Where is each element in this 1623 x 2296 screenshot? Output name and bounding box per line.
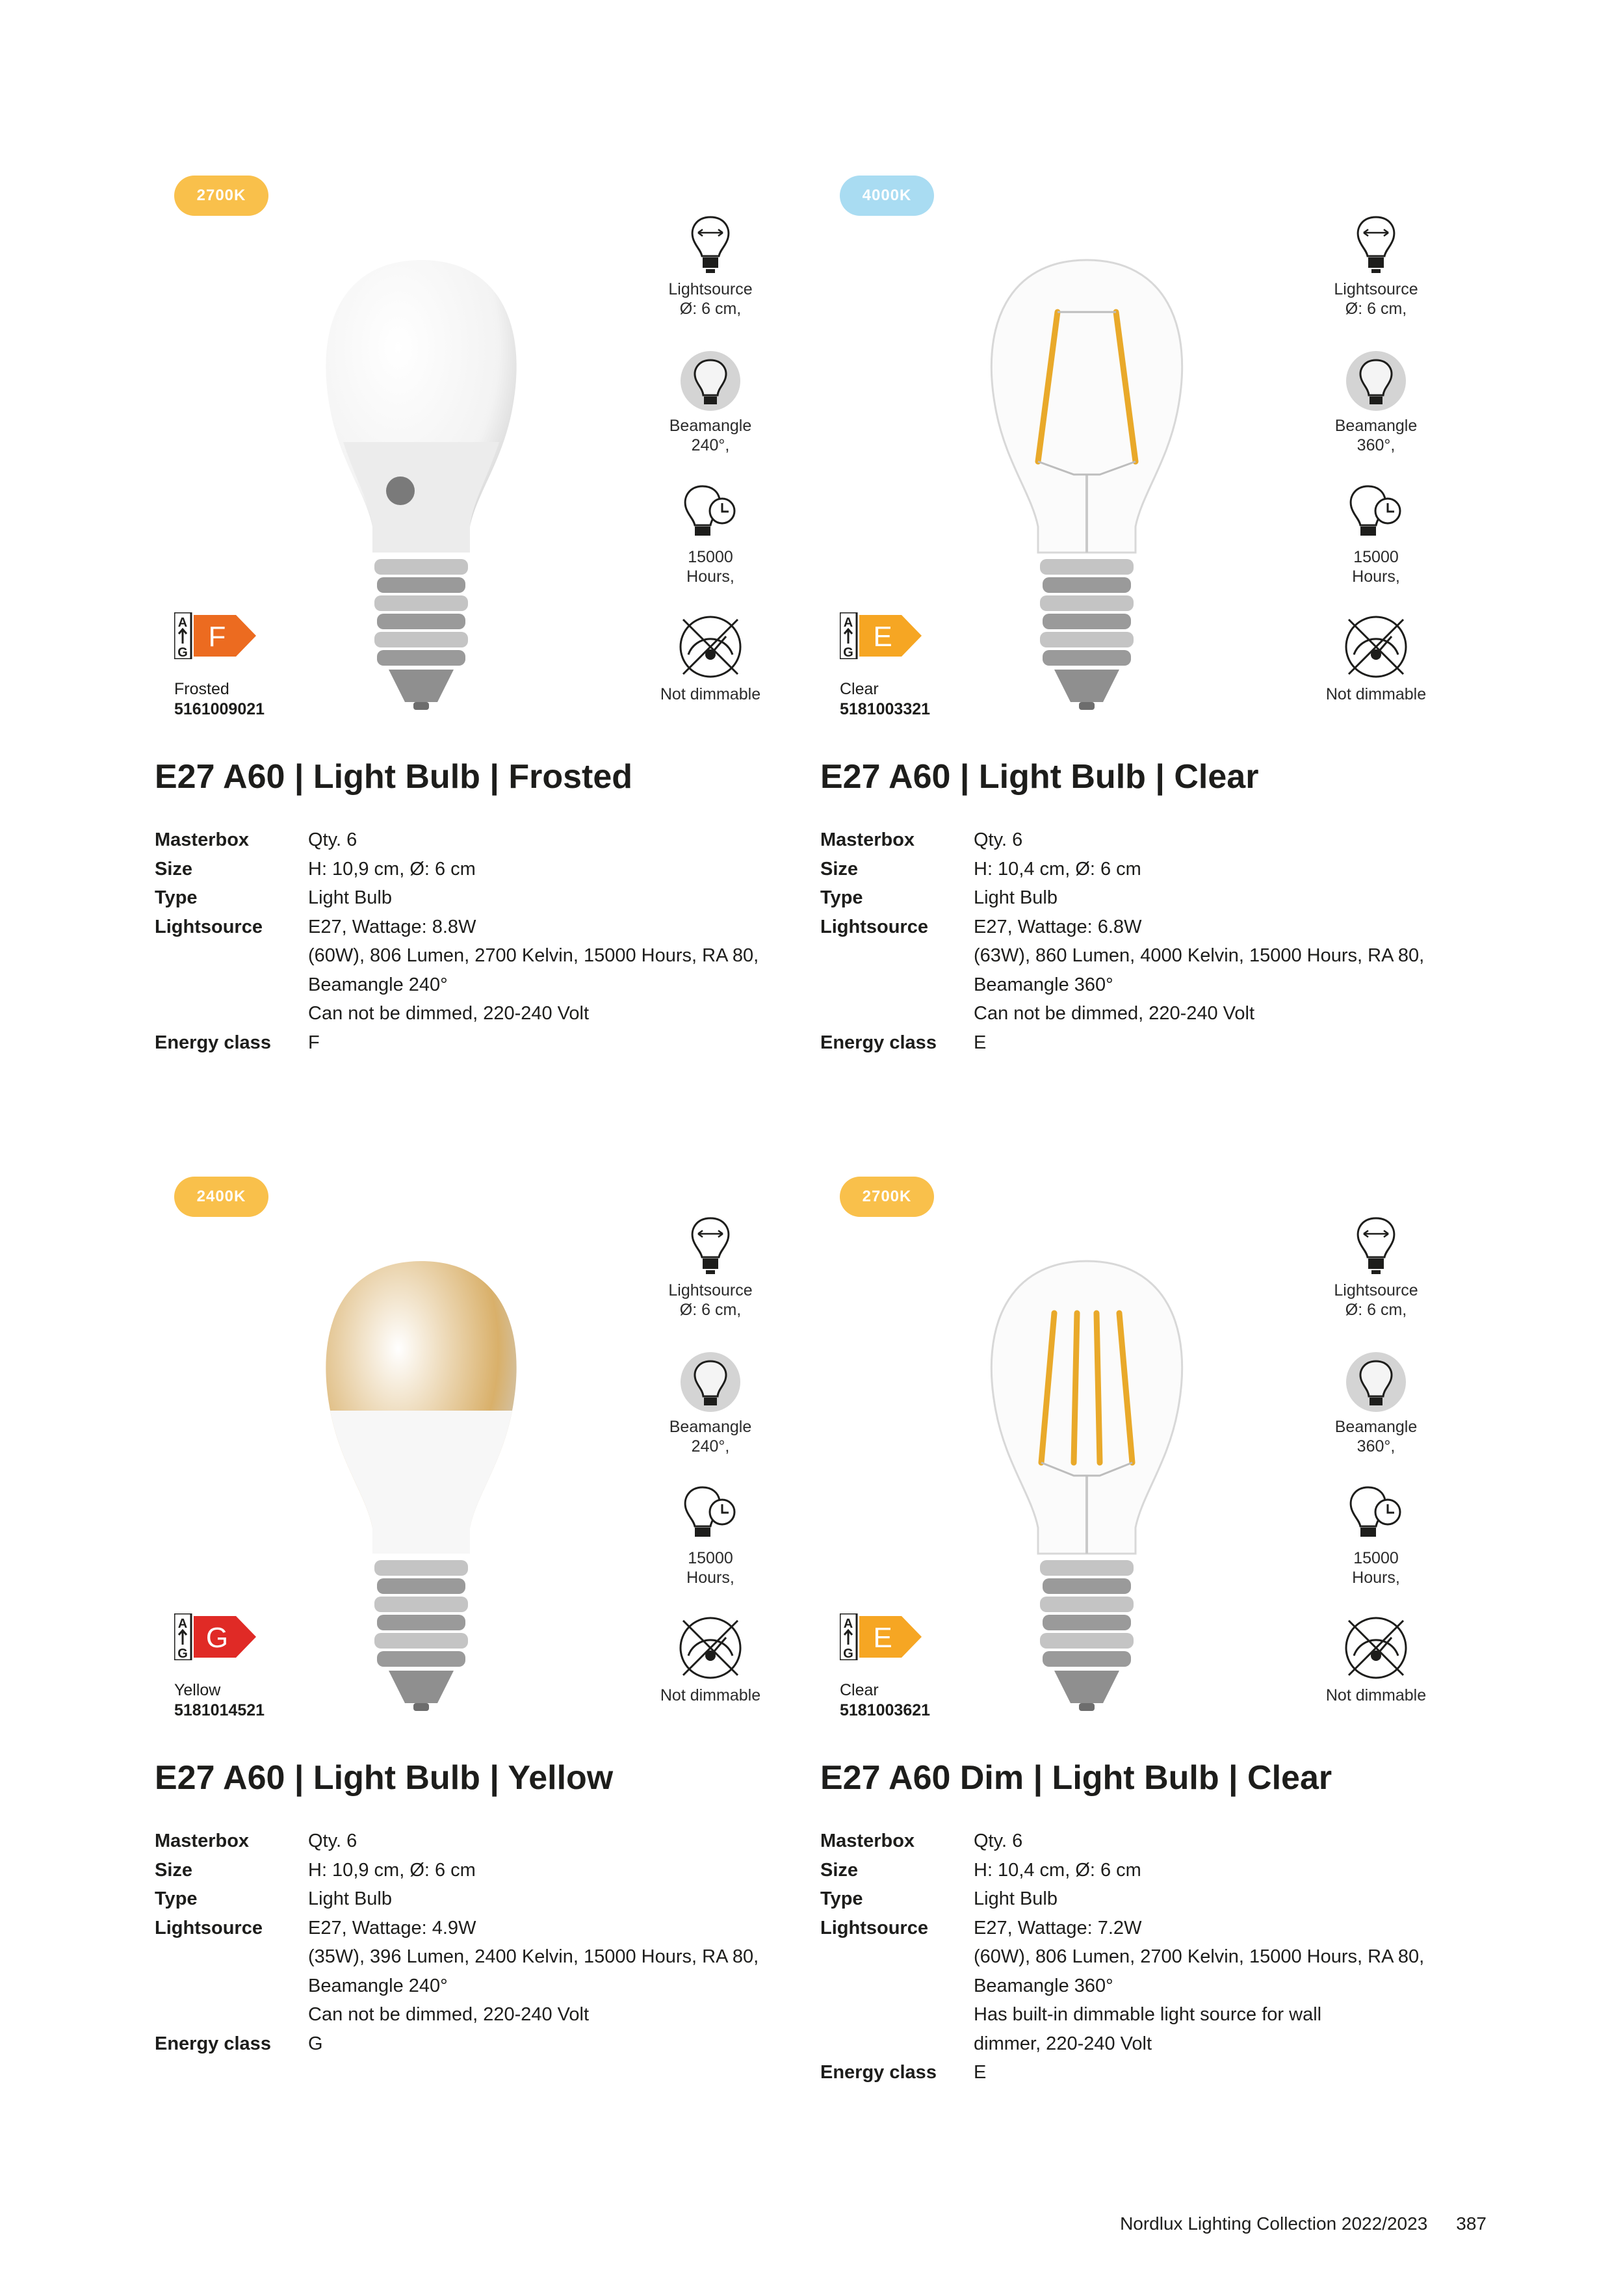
- detail-row: [155, 1856, 805, 1885]
- detail-row: [155, 1885, 805, 1914]
- beamangle-icon: [649, 350, 772, 412]
- hours-spec: [1314, 481, 1438, 586]
- detail-value: Qty. 6: [974, 829, 1023, 850]
- detail-value: H: 10,9 cm, Ø: 6 cm: [308, 858, 476, 880]
- detail-value: E27, Wattage: 4.9W: [308, 1917, 476, 1938]
- detail-label: Lightsource: [820, 1917, 928, 1938]
- item-number: 5181014521: [174, 1701, 265, 1719]
- not-dimmable-icon: [649, 613, 772, 681]
- detail-row: [820, 1827, 1470, 1856]
- lightsource-icon: [1314, 1214, 1438, 1277]
- detail-label: Energy class: [155, 2033, 271, 2054]
- detail-row: [820, 999, 1470, 1028]
- variant-name: Frosted: [174, 680, 229, 698]
- detail-row: [820, 1885, 1470, 1914]
- variant-block: [840, 679, 930, 720]
- hours-icon: [1314, 1482, 1438, 1545]
- beamangle-icon: [649, 1351, 772, 1413]
- detail-value: E: [974, 2062, 987, 2083]
- lightsource-spec-text: Lightsource Ø: 6 cm,: [668, 1281, 753, 1319]
- detail-value: (63W), 860 Lumen, 4000 Kelvin, 15000 Hours, RA 80,: [974, 945, 1425, 966]
- dimmable-spec-text: Not dimmable: [660, 685, 761, 703]
- energy-scale-top: A: [177, 616, 188, 630]
- color-temperature-badge: 4000K: [840, 176, 934, 216]
- detail-row: [820, 1856, 1470, 1885]
- footer-collection-name: Nordlux Lighting Collection 2022/2023: [1120, 2213, 1428, 2234]
- detail-label: Type: [155, 1888, 198, 1909]
- energy-scale-top: A: [177, 1617, 188, 1631]
- detail-row: [155, 971, 805, 1000]
- lightsource-spec: [649, 1214, 772, 1320]
- lightsource-spec: [1314, 1214, 1438, 1320]
- dimmable-spec: [1314, 613, 1438, 704]
- dimmable-spec-text: Not dimmable: [660, 1686, 761, 1704]
- detail-value: Has built-in dimmable light source for wall: [974, 2004, 1322, 2025]
- variant-block: [174, 679, 265, 720]
- lightsource-icon: [649, 213, 772, 276]
- hours-spec-text: 15000 Hours,: [1352, 1549, 1400, 1587]
- detail-row: [155, 913, 805, 942]
- detail-value: E: [974, 1032, 987, 1053]
- detail-row: [820, 2000, 1470, 2029]
- beamangle-icon: [1314, 1351, 1438, 1413]
- variant-name: Clear: [840, 1681, 879, 1699]
- color-temperature-badge: 2700K: [840, 1177, 934, 1217]
- detail-row: [820, 883, 1470, 913]
- detail-row: [820, 2058, 1470, 2087]
- item-number: 5161009021: [174, 700, 265, 718]
- hours-spec-text: 15000 Hours,: [686, 1549, 734, 1587]
- dimmable-spec-text: Not dimmable: [1325, 1686, 1427, 1704]
- product-title: E27 A60 | Light Bulb | Yellow: [155, 1759, 614, 1797]
- dimmable-spec: [1314, 1614, 1438, 1705]
- detail-row: [820, 913, 1470, 942]
- detail-row: [155, 1972, 805, 2001]
- detail-value: H: 10,4 cm, Ø: 6 cm: [974, 1859, 1141, 1881]
- detail-row: [155, 855, 805, 884]
- beamangle-spec: [649, 350, 772, 455]
- detail-row: [155, 1827, 805, 1856]
- not-dimmable-icon: [1314, 1614, 1438, 1682]
- detail-value: H: 10,9 cm, Ø: 6 cm: [308, 1859, 476, 1881]
- dimmable-spec: [649, 613, 772, 704]
- product-title: E27 A60 | Light Bulb | Clear: [820, 758, 1259, 796]
- lightsource-icon: [1314, 213, 1438, 276]
- not-dimmable-icon: [649, 1614, 772, 1682]
- product-card-yellow: [155, 1177, 805, 2119]
- detail-label: Masterbox: [155, 829, 250, 850]
- detail-row: [820, 941, 1470, 971]
- detail-row: [820, 1914, 1470, 1943]
- detail-label: Lightsource: [155, 916, 263, 937]
- detail-row: [155, 1942, 805, 1972]
- detail-value: H: 10,4 cm, Ø: 6 cm: [974, 858, 1141, 880]
- dimmable-spec-text: Not dimmable: [1325, 685, 1427, 703]
- hours-spec: [649, 481, 772, 586]
- detail-label: Size: [155, 1859, 193, 1881]
- detail-value: Qty. 6: [308, 829, 357, 850]
- energy-class-label: [840, 612, 937, 659]
- variant-name: Yellow: [174, 1681, 221, 1699]
- item-number: 5181003621: [840, 1701, 931, 1719]
- beamangle-spec: [1314, 350, 1438, 455]
- lightsource-spec: [649, 213, 772, 319]
- detail-value: Light Bulb: [308, 887, 392, 908]
- energy-scale-top: A: [843, 616, 853, 630]
- detail-row: [820, 826, 1470, 855]
- detail-label: Masterbox: [155, 1831, 250, 1851]
- detail-label: Energy class: [820, 2062, 937, 2083]
- hours-icon: [649, 481, 772, 543]
- detail-row: [155, 826, 805, 855]
- lightsource-spec-text: Lightsource Ø: 6 cm,: [668, 280, 753, 318]
- detail-label: Type: [820, 1888, 863, 1909]
- hours-spec-text: 15000 Hours,: [1352, 548, 1400, 586]
- detail-row: [155, 999, 805, 1028]
- beamangle-spec-text: Beamangle 240°,: [669, 417, 752, 454]
- detail-row: [155, 883, 805, 913]
- detail-label: Size: [155, 858, 193, 880]
- beamangle-icon: [1314, 350, 1438, 412]
- detail-label: Size: [820, 858, 859, 880]
- detail-label: Lightsource: [155, 1917, 263, 1938]
- detail-value: F: [308, 1032, 320, 1053]
- variant-name: Clear: [840, 680, 879, 698]
- energy-scale-bottom: G: [843, 1647, 853, 1660]
- item-number: 5181003321: [840, 700, 931, 718]
- lightsource-spec-text: Lightsource Ø: 6 cm,: [1334, 1281, 1418, 1319]
- variant-block: [174, 1680, 265, 1721]
- energy-class-letter: G: [205, 1622, 229, 1654]
- detail-value: Light Bulb: [974, 1888, 1058, 1909]
- bulb-image: [304, 1248, 538, 1716]
- detail-row: [820, 855, 1470, 884]
- hours-spec: [1314, 1482, 1438, 1587]
- hours-icon: [649, 1482, 772, 1545]
- detail-row: [155, 941, 805, 971]
- product-details-table: [155, 1827, 805, 2058]
- detail-label: Type: [820, 887, 863, 908]
- energy-scale-bottom: G: [177, 646, 188, 659]
- beamangle-spec-text: Beamangle 360°,: [1334, 417, 1418, 454]
- detail-label: Masterbox: [820, 1831, 915, 1851]
- detail-row: [155, 1914, 805, 1943]
- detail-label: Lightsource: [820, 916, 928, 937]
- detail-row: [155, 2000, 805, 2029]
- detail-value: Beamangle 360°: [974, 974, 1113, 995]
- energy-class-label: [174, 612, 272, 659]
- detail-label: Masterbox: [820, 829, 915, 850]
- detail-value: Beamangle 360°: [974, 1975, 1113, 1996]
- detail-row: [820, 2029, 1470, 2059]
- detail-value: (60W), 806 Lumen, 2700 Kelvin, 15000 Hours, RA 80,: [974, 1946, 1425, 1967]
- hours-spec-text: 15000 Hours,: [686, 548, 734, 586]
- detail-label: Type: [155, 887, 198, 908]
- product-details-table: [155, 826, 805, 1057]
- detail-row: [820, 971, 1470, 1000]
- energy-scale-top: A: [843, 1617, 853, 1631]
- detail-value: Light Bulb: [974, 887, 1058, 908]
- detail-label: Energy class: [155, 1032, 271, 1053]
- lightsource-icon: [649, 1214, 772, 1277]
- product-title: E27 A60 | Light Bulb | Frosted: [155, 758, 633, 796]
- detail-row: [155, 2029, 805, 2059]
- detail-row: [155, 1028, 805, 1058]
- detail-value: dimmer, 220-240 Volt: [974, 2033, 1152, 2054]
- product-card-clear: [820, 176, 1470, 1118]
- lightsource-spec-text: Lightsource Ø: 6 cm,: [1334, 280, 1418, 318]
- product-card-clear-dim: [820, 1177, 1470, 2119]
- detail-row: [820, 1942, 1470, 1972]
- energy-class-letter: E: [873, 1622, 892, 1654]
- detail-value: (60W), 806 Lumen, 2700 Kelvin, 15000 Hours, RA 80,: [308, 945, 759, 966]
- detail-label: Energy class: [820, 1032, 937, 1053]
- lightsource-spec: [1314, 213, 1438, 319]
- color-temperature-badge: 2700K: [174, 176, 268, 216]
- detail-value: (35W), 396 Lumen, 2400 Kelvin, 15000 Hours, RA 80,: [308, 1946, 759, 1967]
- detail-row: [820, 1028, 1470, 1058]
- detail-value: Can not be dimmed, 220-240 Volt: [308, 1003, 590, 1024]
- product-details-table: [820, 1827, 1470, 2087]
- detail-value: E27, Wattage: 8.8W: [308, 916, 476, 937]
- detail-value: Qty. 6: [974, 1831, 1023, 1851]
- page-footer: [1120, 2213, 1487, 2234]
- bulb-image: [970, 1248, 1204, 1716]
- energy-scale-bottom: G: [177, 1647, 188, 1660]
- color-temperature-badge: 2400K: [174, 1177, 268, 1217]
- energy-class-label: [174, 1613, 272, 1660]
- page-number: 387: [1456, 2213, 1487, 2234]
- detail-value: Can not be dimmed, 220-240 Volt: [974, 1003, 1255, 1024]
- energy-scale-bottom: G: [843, 646, 853, 659]
- detail-value: Can not be dimmed, 220-240 Volt: [308, 2004, 590, 2025]
- product-title: E27 A60 Dim | Light Bulb | Clear: [820, 1759, 1332, 1797]
- beamangle-spec: [649, 1351, 772, 1456]
- detail-value: E27, Wattage: 7.2W: [974, 1917, 1142, 1938]
- detail-value: E27, Wattage: 6.8W: [974, 916, 1142, 937]
- detail-value: Beamangle 240°: [308, 1975, 448, 1996]
- beamangle-spec: [1314, 1351, 1438, 1456]
- detail-row: [820, 1972, 1470, 2001]
- energy-class-letter: E: [873, 621, 892, 653]
- detail-value: Qty. 6: [308, 1831, 357, 1851]
- hours-spec: [649, 1482, 772, 1587]
- bulb-image: [304, 247, 538, 715]
- product-details-table: [820, 826, 1470, 1057]
- hours-icon: [1314, 481, 1438, 543]
- product-card-frosted: [155, 176, 805, 1118]
- dimmable-spec: [649, 1614, 772, 1705]
- energy-class-label: [840, 1613, 937, 1660]
- detail-value: Light Bulb: [308, 1888, 392, 1909]
- bulb-image: [970, 247, 1204, 715]
- detail-value: G: [308, 2033, 323, 2054]
- energy-class-letter: F: [208, 621, 226, 653]
- beamangle-spec-text: Beamangle 240°,: [669, 1418, 752, 1455]
- not-dimmable-icon: [1314, 613, 1438, 681]
- detail-label: Size: [820, 1859, 859, 1881]
- variant-block: [840, 1680, 930, 1721]
- beamangle-spec-text: Beamangle 360°,: [1334, 1418, 1418, 1455]
- detail-value: Beamangle 240°: [308, 974, 448, 995]
